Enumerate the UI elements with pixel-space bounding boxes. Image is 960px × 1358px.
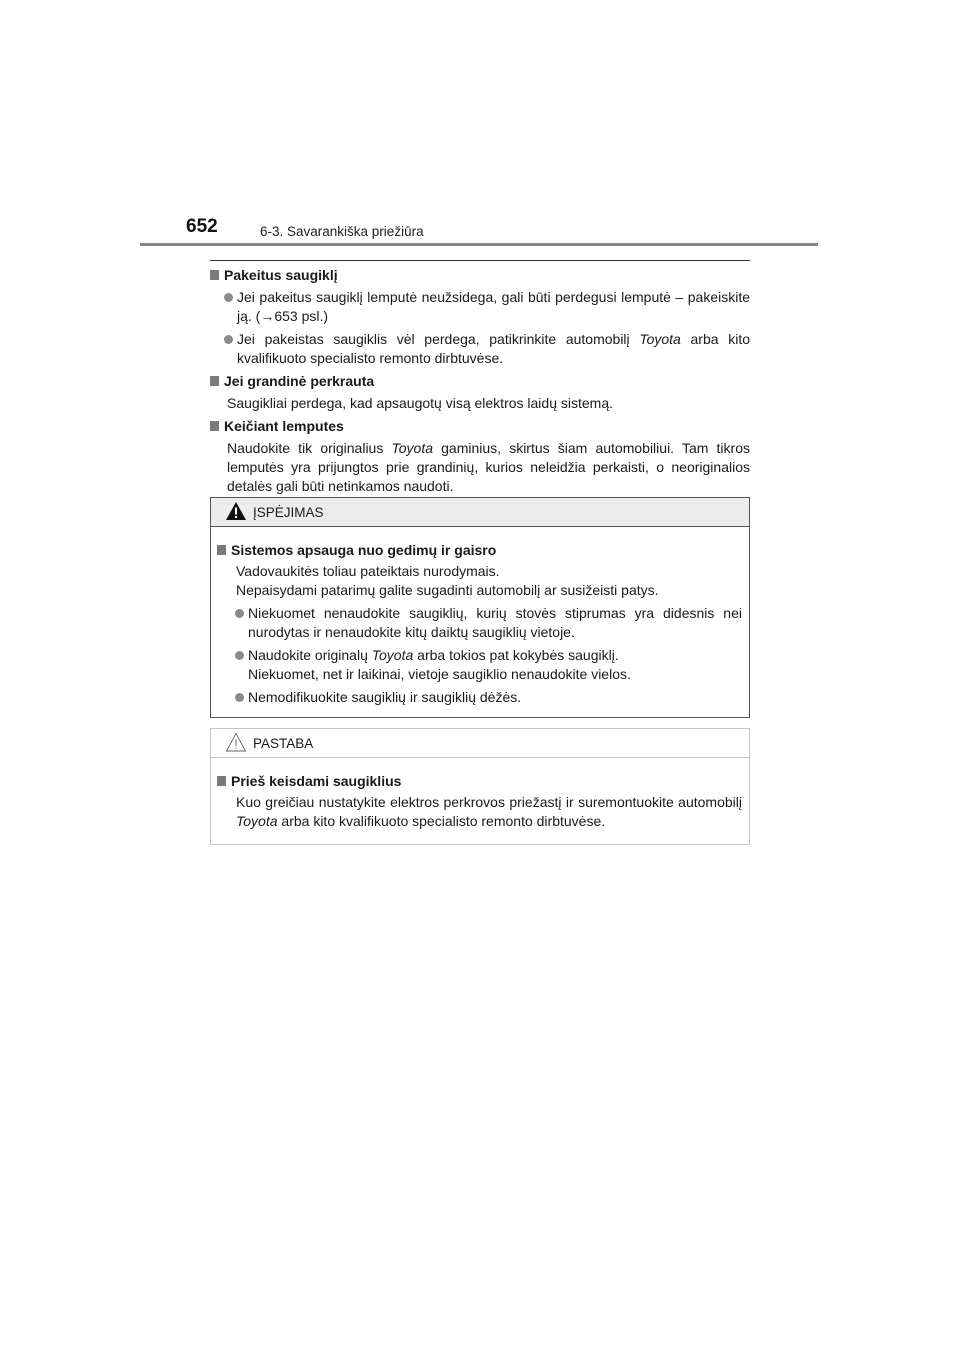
square-bullet-icon [217,776,226,786]
paragraph-text: Naudokite tik originalius [227,440,392,456]
bullet-text: Nemodifikuokite saugiklių ir saugiklių dėžės. [248,689,522,705]
main-content [210,266,750,500]
bullet-text: Naudokite originalų [248,647,372,663]
page-number: 652 [186,216,218,237]
warning-header [211,498,749,527]
section-heading [210,417,750,436]
paragraph-text: gaminius, skirtus šiam automobiliui. Tam tikros lemputės yra prijungtos prie grandinių, kurios neleidžia perkaisti, o neoriginalios detalės gali būti netinkamos naudoti. [227,440,750,494]
paragraph [217,581,742,600]
bullet-text: arba tokios pat kokybės saugiklį. [413,647,619,663]
paragraph [210,439,750,496]
notice-label: PASTABA [253,736,314,751]
circle-bullet-icon [235,651,244,660]
section-title: 6-3. Savarankiška priežiūra [260,224,424,239]
section-heading [210,372,750,391]
bullet-item [210,330,750,368]
bullet-item [217,688,742,707]
heading-text: Keičiant lemputes [224,418,344,434]
circle-bullet-icon [235,609,244,618]
section-heading [210,266,750,285]
warning-label: ĮSPĖJIMAS [253,505,324,520]
paragraph-text: Vadovaukitės toliau pateiktais nurodymais. [236,563,500,579]
heading-text: Jei grandinė perkrauta [224,373,375,389]
notice-body [211,758,749,831]
bullet-item [217,646,742,684]
bullet-text: arba kito kvalifikuoto specialisto remonto dirbtuvėse. [237,331,750,366]
heading-text: Pakeitus saugiklį [224,267,338,283]
circle-bullet-icon [224,293,233,302]
paragraph: Saugikliai perdega, kad apsaugotų visą elektros laidų sistemą. [227,395,614,411]
paragraph-text: arba kito kvalifikuoto specialisto remonto dirbtuvėse. [277,813,606,829]
square-bullet-icon [210,270,219,280]
circle-bullet-icon [235,693,244,702]
notice-box [210,728,750,845]
caution-outline-icon [225,732,247,752]
bullet-item [217,604,742,642]
paragraph [217,562,742,581]
paragraph-text: Nepaisydami patarimų galite sugadinti automobilį ar susižeisti patys. [236,582,659,598]
paragraph-text: Kuo greičiau nustatykite elektros perkrovos priežastį ir suremontuokite automobilį [236,794,742,810]
brand-name: Toyota [391,440,433,456]
warning-triangle-icon [225,501,247,521]
bullet-item [210,288,750,326]
square-bullet-icon [210,376,219,386]
header-divider [140,243,818,246]
bullet-text: Jei pakeitus saugiklį lemputė neužsidega, gali būti perdegusi lemputė – pakeiskite ją. (→653 psl.) [237,289,750,324]
warning-box [210,497,750,718]
brand-name: Toyota [639,331,681,347]
bullet-text: Niekuomet, net ir laikinai, vietoje saugiklio nenaudokite vielos. [248,666,631,682]
notice-header [211,729,749,758]
heading-text: Sistemos apsauga nuo gedimų ir gaisro [231,542,497,558]
brand-name: Toyota [371,647,414,663]
content-top-rule [210,260,750,261]
warning-body [211,527,749,707]
square-bullet-icon [210,421,219,431]
section-heading [217,772,742,791]
circle-bullet-icon [224,335,233,344]
bullet-text: Niekuomet nenaudokite saugiklių, kurių stovės stiprumas yra didesnis nei nurodytas ir nenaudokite kitų daiktų saugiklių vietoje. [248,605,742,640]
paragraph [217,793,742,831]
section-heading [217,541,742,560]
brand-name: Toyota [236,813,278,829]
square-bullet-icon [217,545,226,555]
heading-text: Prieš keisdami saugiklius [231,773,402,789]
bullet-text: Jei pakeistas saugiklis vėl perdega, patikrinkite automobilį [237,331,640,347]
